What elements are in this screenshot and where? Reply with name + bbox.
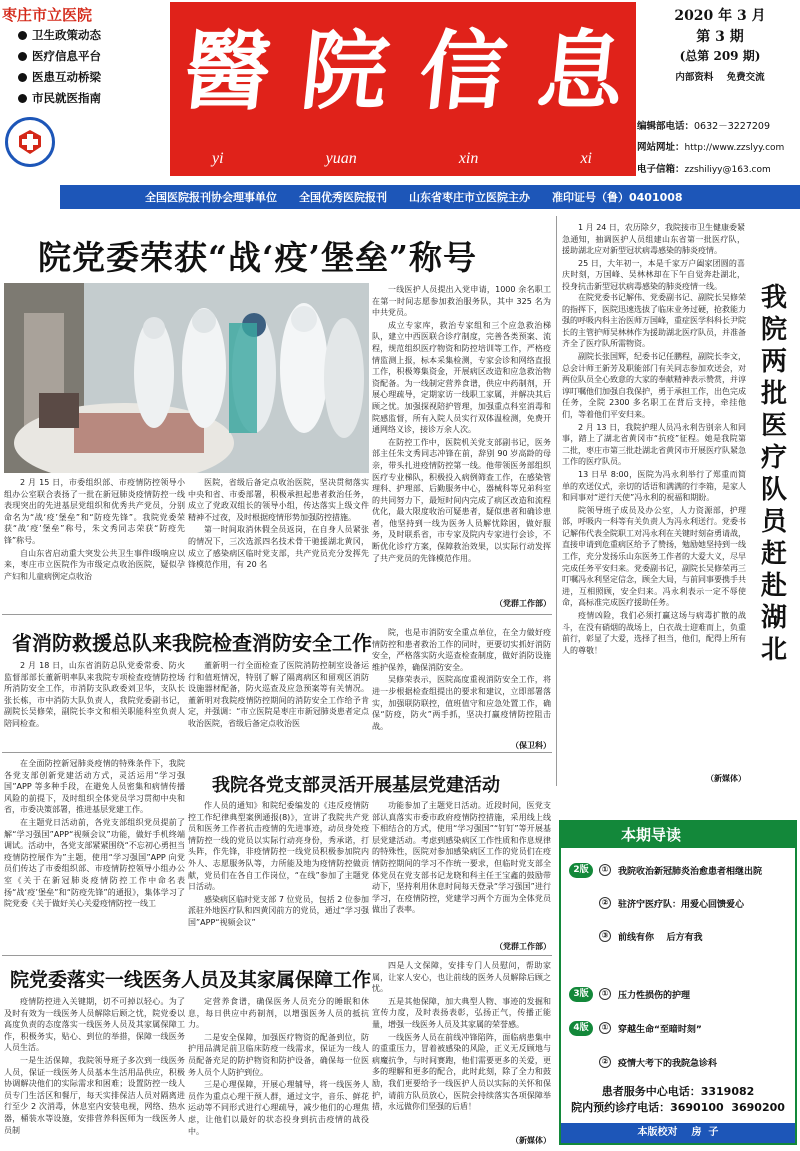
phone-number: 0632－3227209 [694, 121, 771, 132]
website-link[interactable]: http://www.zzslyy.com [684, 143, 785, 153]
party-column-2: 作人员的通知》和院纪委编发的《违反疫情防控工作纪律典型案例通报(8)》，宣讲了我院共产党员和医务工作者抗击疫情的先进事迹，动员身处疫情防控一线的党员以实际行动亮身份，秀承诺，打头阵，作先锋，非疫情防控一线党员积极参加院内外人、志愿服务队等，力所能及地为疫情防控做贡献，党员们在各自工作岗位，“在线”参加了主题党日活动。 感染病区临时党支部 7 位党员，包括 2 位参加派驻外地医疗队和四黄冈前方的党员，通过“学习强国”APP“视频会议” [188, 801, 369, 927]
lead-column-2: 医院，省级后备定点收治医院，坚决贯彻落实中央和省、市委部署，积极承担起患者救治任务，成立了党政双组长的领导小组，传达落实上级文件精神不过夜，及时根据疫情形势加强防控措施。 第一时间取消休假全员返岗，在自身人员紧张的情况下，三次选派四名技术骨干驰援湖北黄冈，成立了感染病区临时党支部，共产党员充分发挥先锋模范作用，有 20 名 [188, 478, 369, 570]
lead-source: （党群工作部） [495, 599, 551, 608]
toc-item[interactable]: ② 疫情大考下的我院急诊科 [569, 1052, 789, 1072]
hubei-headline: 我 院 两 批 医 疗 队 员 赶 赴 湖 北 [760, 283, 787, 665]
lead-column-1: 2 月 15 日，市委组织部、市疫情防控领导小组办公室联合表扬了一批在新冠肺炎疫情防控一线表现突出的先进基层党组织和优秀共产党员，分别命名为“战‘疫’堡垒”和“防疫先锋”。我院党委荣获“战‘疫’堡垒”称号，朱文秀同志荣获“防疫先锋”称号。 自山东省启动重大突发公共卫生事件Ⅰ级响应以来，枣庄市立医院作为市级定点收治医院，疑似孕产妇和儿童病例定点收治 [4, 478, 185, 581]
title-glyphs [178, 21, 630, 122]
fire-column-1: 2 月 18 日，山东省消防总队党委常委、防火监督部部长董新明率队来我院专项检查疫情防控场所消防安全工作，市消防支队政委刘卫华，支队长张长栋，市中消防大队负责人，我院党委副书记，副院长吴修荣，副院长李文和相关职能科室负责人陪同检查。 [4, 661, 185, 728]
divider [2, 752, 552, 753]
lead-column-3: 一线医护人员提出入党申请，1000 余名职工在第一时间志愿参加救治服务队，其中 325 名为中共党员。 成立专家库，救治专家组和三个应急救治梯队，建立中西医联合诊疗制度，完善各类预案、流程，规范组织医疗物资和防控培训等工作，严格疫情监测上报，标本采集检测，专家会诊和网络直报工作，积极筹集资金，开展病区改造和应急救治物资配备。为一线制定营养食谱，供应中药制剂，开展心理疏导，定期家访一线职工家属，并解决其后顾之忧。加强探视陪护管理，加强重点科室消毒和院感监督，所有入院人员实行双体温检测，免费开通网络义诊，接诊万余人次。 在防控工作中，医院机关党支部副书记，医务部主任朱文秀同志冲锋在前，辞别 90 岁高龄的母亲，带头扎进疫情防控第一线。他带领医务部组织医疗专业梯队，积极投入病例筛查工作，在感染管理科、护理部、后勤服务中心，器械科等兄弟科室的共同努力下，最短时间内完成了病区改造和流程优化，最大限度收治可疑患者，疑似患者和确诊患者，他坚持到一线为医务人员解忧除困，做好服务，及时联系省，市专家及院内专家进行会诊，不断优化诊疗方案，保障救治效果，以实际行动发挥了共产党员的先锋模范作用。 [372, 285, 551, 563]
title-char: 信 [414, 21, 512, 122]
bullet-icon [18, 52, 27, 61]
hospital-name: 枣庄市立医院 [2, 7, 93, 24]
nav-item-medical-info[interactable]: 医疗信息平台 [18, 46, 158, 67]
divider [2, 955, 552, 956]
page-badge: 3版 [569, 987, 593, 1002]
party-source: （党群工作部） [495, 942, 551, 951]
appointment-phone: 3690100 3690200 [670, 1101, 785, 1114]
toc-item[interactable]: 3版 ① 压力性损伤的护理 [569, 984, 789, 1004]
masthead [0, 0, 800, 182]
hospital-logo [5, 117, 55, 167]
proofreader-bar: 本版校对 房 子 [561, 1123, 795, 1143]
masthead-banner [60, 185, 800, 209]
protect-column-2: 定营养食谱，确保医务人员充分的睡眠和休息，每日供应中药制剂，以增强医务人员的抵抗力。 二是安全保障，加强医疗物资的配备到位，防护用品满足前卫临床防疫一线需求，保证为一线人员配备充足的防护物资和防护设备，确保每一位医务人员个人防护到位。 三是心理保障，开展心理辅导，将一线医务人员作为重点心理干预人群，通过文字，音乐、鲜花运动等不同形式进行心理疏导，减少他们的心理焦虑，让他们以最好的状态投身到抗击疫情的战役中。 [188, 997, 369, 1136]
banner-item: 全国医院报刊协会理事单位 [145, 191, 277, 204]
fire-source: （保卫科） [511, 741, 551, 750]
title-char: 息 [532, 21, 630, 122]
toc-item[interactable]: 2版 ① 我院收治新冠肺炎治愈患者相继出院 [569, 860, 789, 880]
nav-item-policy[interactable]: 卫生政策动态 [18, 25, 158, 46]
toc-header: 本期导读 [561, 822, 795, 848]
bullet-icon [18, 94, 27, 103]
internal-note: 内部资料 免费交流 [675, 72, 765, 83]
contact-info: 编辑部电话：0632－3227209 网站网址：http://www.zzslyy.com 电子信箱：zzshiliyy@163.com [637, 121, 785, 175]
party-column-3: 功能参加了主题党日活动。近段时间，医党支部认真落实市委市政府疫情防控措施，采用线上线下相结合的方式，使用“学习强国”“钉钉”等开展基层党建活动。考虑到感染病区工作性质和作息规律的特殊性，医院对参加感染病区工作的党员们在疫情防控期间的学习不作统一要求，但临时党支部全体党员在党支部书记龙晓和科主任王宝鑫的鼓励带动下，坚持利用休息时间每天登录“学习强国”进行学习，在疫情防控，党建学习两个方面为全体党员做出了表率。 [372, 801, 551, 915]
hubei-source: （新媒体） [706, 774, 746, 783]
banner-item: 山东省枣庄市立医院主办 [409, 191, 530, 204]
issue-info [640, 5, 800, 91]
fire-headline: 省消防救援总队来我院检查消防安全工作 [12, 631, 372, 655]
service-phone: 3319082 [700, 1085, 755, 1098]
masthead-nav [18, 25, 158, 109]
protect-source: （新媒体） [511, 1136, 551, 1145]
party-headline: 我院各党支部灵活开展基层党建活动 [212, 775, 500, 796]
banner-item: 全国优秀医院报刊 [299, 191, 387, 204]
divider [2, 614, 552, 615]
protect-headline: 院党委落实一线医务人员及其家属保障工作 [10, 969, 372, 991]
protect-column-3: 四是人文保障，安排专门人员慰问，帮助家属，让家人安心，也让前线的医务人员解除后顾之忧。 五是其他保障，加大典型人物、事迹的发掘和宣传力度，及时表扬表彰，弘扬正气，传播正能量，增强一线医务人员及其家属的荣誉感。 一线医务人员在前线冲锋陷阵，面临病患集中的重重压力，冒着被感染的风险，正义无反顾地与病魔抗争，与时间赛跑，他们需要更多的关爱，更多的理解和更多的配合，此时此刻，除了全力和鼓励，我们更要给予一线医护人员以实际的关怀和保护，请前方队员放心，医院会持续落实各项保障举措，永远做你们坚强的后盾！ [372, 961, 551, 1112]
nav-item-guide[interactable]: 市民就医指南 [18, 88, 158, 109]
bullet-icon [18, 31, 27, 40]
lead-photo [4, 283, 369, 473]
fire-column-2: 董新明一行全面检查了医院消防控制室设备运行和值班情况，特别了解了隔离病区和留观区消防设施器材配备，防火巡查及应急预案等有关情况。董新明对我院疫情防控期间的消防安全工作给予肯定，并强调：“市立医院是枣庄市新冠肺炎患者定点收治医院，省级后备定点收治医 [188, 661, 369, 728]
toc-box [559, 820, 797, 1145]
issue-number: 第 3 期 [696, 29, 744, 45]
banner-item: 准印证号（鲁）0401008 [552, 191, 683, 204]
toc-group-4 [569, 1018, 789, 1072]
column-divider [556, 216, 557, 786]
toc-group-2 [569, 860, 789, 946]
page-badge: 2版 [569, 863, 593, 878]
toc-phones: 患者服务中心电话：3319082 院内预约诊疗电话：3690100 3690200 [571, 1085, 785, 1114]
title-char: 醫 [178, 21, 276, 122]
page-badge: 4版 [569, 1021, 593, 1036]
title-block [170, 2, 636, 176]
toc-item[interactable]: ② 驻济宁医疗队：用爱心回馈爱心 [569, 893, 789, 913]
nav-item-interaction[interactable]: 医患互动桥梁 [18, 67, 158, 88]
hubei-top-text: 1 月 24 日，农历除夕，我院接市卫生健康委紧急通知，抽调医护人员组建山东省第一批医疗队，援助湖北应对新型冠状病毒感染的肺炎疫情。 25 日，大年初一，本是千家万户阖家团圆的喜庆时刻，万国峰、吴林林却在下午自觉奔赴湖北，投身抗击新型冠状病毒感染的肺炎疫情一线。 [562, 223, 745, 290]
bullet-icon [18, 73, 27, 82]
toc-item[interactable]: ③ 前线有你 后方有我 [569, 926, 789, 946]
fire-column-3: 院，也是市消防安全重点单位，在全力做好疫情防控和患者救治工作的同时，更要切实抓好消防安全，严格落实防火巡查检查制度，做好消防设施维护保养，确保消防安全。 吴修荣表示，医院高度重视消防安全工作，将进一步根据检查组提出的要求和建议，立即部署落实，加强联防联控，值班值守和应急处置工作，确保“防疫，防火”两手抓，坚决打赢疫情防控阻击战。 [372, 628, 551, 731]
toc-group-3 [569, 984, 789, 1004]
title-pinyin: yi yuan xin xi [212, 150, 592, 167]
medical-team-photo [4, 283, 369, 473]
title-char: 院 [296, 21, 394, 122]
hubei-body-text: 在院党委书记解伟、党委副书记、副院长吴修荣的指挥下，医院迅速选拔了临床业务过硬，抢救能力强的呼吸内科主治医师万国峰，重症医学科科长尹院长的主管护师吴林林作为援助湖北医疗队员，并准备齐全了医疗队所需物资。 副院长张国辉，纪委书记任鹏程，副院长李文，总会计师王新芳及职能部门有关同志参加欢送会，对两位队员全心致意的大家的奉献精神表示赞赏，并谆谆叮嘱他们加强自我保护，勇于承担工作，出色完成任务，全院 2300 多名职工在背后支持，牵挂他们，等着他们平安归来。 2 月 13 日，我院护理人员冯永利告别亲人和同事，踏上了湖北省黄冈市“抗疫”征程。她是我院第二批，枣庄市第三批赴湖北省黄冈市开展医疗队紧急工作的医疗队员。 13 日早 8:00，医院为冯永利举行了郑重而简单的欢送仪式，亲切的话语和满满的行李箱，是家人和同事对“逆行天使”冯永利的祝福和期盼。 院领导班子成员及办公室，人力资源部，护理部，呼吸内一科等有关负责人为冯永利送行。党委书记解伟代表全院职工对冯永利在关键时刻奋勇请战，直接申请到危重病区给予了赞扬，勉励她坚持到一线工作，充分发扬乐山东医务工作者的大爱大义，尽早完成任务平安归来。党委副书记，副院长吴修荣再三叮嘱冯永利坚定信念，顾全大局，与前同事要携手共进，互相照顾，安全归来。冯永利表示一定不辱使命，高标准完成医疗援助任务。 疫情凶险，我们必须打赢这场与病毒扩散的战斗，在没有硝烟的战场上，白衣战士迎难而上，负重前行，彰显了大爱，选择了担当，他们，配得上所有人的尊敬！ [562, 293, 746, 655]
lead-headline: 院党委荣获“战‘疫’堡垒”称号 [38, 238, 477, 277]
toc-item[interactable]: 4版 ① 穿越生命“至暗时刻” [569, 1018, 789, 1038]
total-issue: (总第 209 期) [679, 49, 761, 63]
party-left-column: 在全面防控新冠肺炎疫情的特殊条件下，我院各党支部创新党建活动方式，灵活运用“学习强国”APP 等多种手段，在避免人员密集和病情传播风险的前提下，及时组织全体党员学习贯彻中央和省，市委决策部署，推进基层党建工作。 在主题党日活动前，各党支部组织党员提前了解“学习强国”APP“视频会议”功能，做好手机终端调试。活动中，各党支部紧紧围绕“不忘初心勇担当 疫情防控展作为”主题，使用“学习强国”APP 向党员们传达了市委组织部、市疫情防控领导小组办公室《关于在新冠肺炎疫情防控工作中命名表扬“战‘疫’堡垒”和“防疫先锋”的通报》，集体学习了院党委《关于做好关心关爱疫情防控一线工 [4, 759, 185, 909]
protect-column-1: 疫情防控进入关键期，切不可掉以轻心。为了及时有效为一线医务人员解除后顾之忧，院党委以高度负责的态度落实一线医务人员及其家属保障工作，积极务实，贴心、到位的举措，保障一线医务人员生活。 一是生活保障，我院领导班子多次到一线医务人员，保证一线医务人员基本生活用品供应，积极协调解决他们的实际需求和困难；设置防控一线人员专门生活区和餐厅，每天实排保洁人员对隔离进行至少 2 次消毒，休息室内安装电视，网络、热水器，桶装水等设施，安排营养科医师为一线医务人员制 [4, 997, 185, 1135]
email-link[interactable]: zzshiliyy@163.com [684, 165, 771, 175]
issue-date: 2020 年 3 月 [674, 8, 766, 24]
